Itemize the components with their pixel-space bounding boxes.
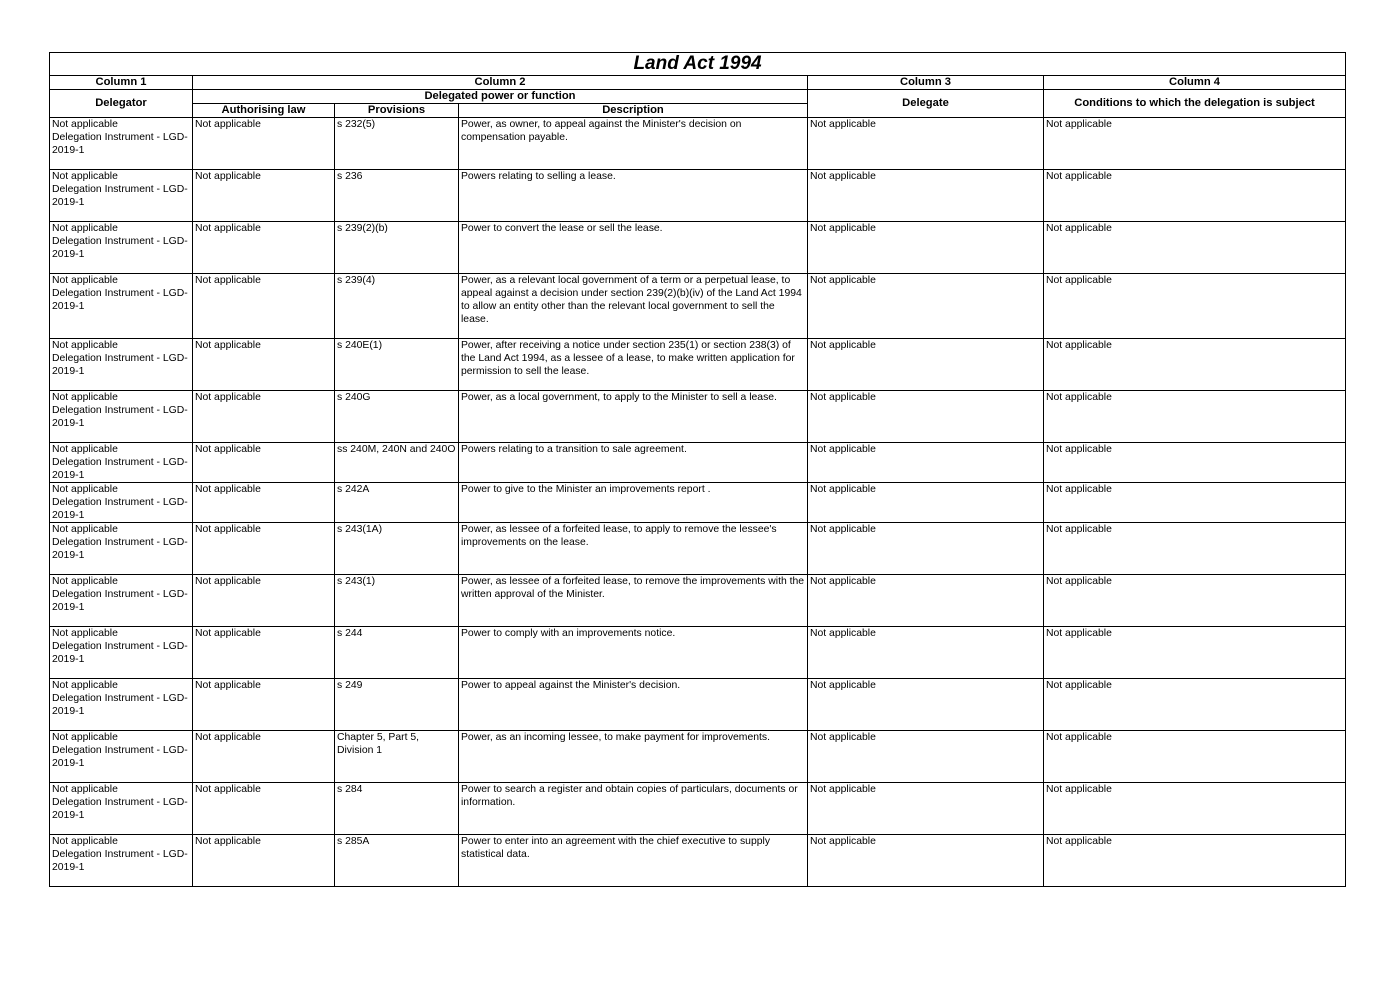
provisions-cell: ss 240M, 240N and 240O [335,443,459,483]
delegator-cell: Not applicable Delegation Instrument - LGD-2019-1 [50,170,193,222]
description-cell: Power, as an incoming lessee, to make payment for improvements. [459,731,808,783]
delegate-cell: Not applicable [808,391,1044,443]
conditions-cell: Not applicable [1044,391,1346,443]
authorising-law-cell: Not applicable [193,118,335,170]
provisions-cell: s 284 [335,783,459,835]
delegator-header: Delegator [50,90,193,118]
description-cell: Power to convert the lease or sell the lease. [459,222,808,274]
authorising-law-cell: Not applicable [193,339,335,391]
delegator-cell: Not applicable Delegation Instrument - LGD-2019-1 [50,443,193,483]
conditions-cell: Not applicable [1044,523,1346,575]
table-row [50,783,1346,835]
delegate-cell: Not applicable [808,170,1044,222]
description-cell: Power to appeal against the Minister's decision. [459,679,808,731]
table-row [50,679,1346,731]
authorising-law-cell: Not applicable [193,835,335,887]
provisions-cell: s 285A [335,835,459,887]
conditions-header: Conditions to which the delegation is subject [1044,90,1346,118]
authorising-law-cell: Not applicable [193,391,335,443]
delegator-cell: Not applicable Delegation Instrument - LGD-2019-1 [50,523,193,575]
authorising-law-cell: Not applicable [193,274,335,339]
table-row [50,835,1346,887]
delegator-cell: Not applicable Delegation Instrument - LGD-2019-1 [50,575,193,627]
provisions-header: Provisions [335,104,459,118]
conditions-cell: Not applicable [1044,339,1346,391]
conditions-cell: Not applicable [1044,783,1346,835]
description-cell: Power to give to the Minister an improvements report . [459,483,808,523]
table-row [50,731,1346,783]
table-row [50,222,1346,274]
description-cell: Powers relating to selling a lease. [459,170,808,222]
delegate-cell: Not applicable [808,483,1044,523]
description-cell: Power, as a local government, to apply to the Minister to sell a lease. [459,391,808,443]
provisions-cell: s 249 [335,679,459,731]
delegate-cell: Not applicable [808,523,1044,575]
column-2-header: Column 2 [193,76,808,90]
authorising-law-header: Authorising law [193,104,335,118]
authorising-law-cell: Not applicable [193,443,335,483]
authorising-law-cell: Not applicable [193,523,335,575]
provisions-cell: s 244 [335,627,459,679]
description-cell: Power, as owner, to appeal against the Minister's decision on compensation payable. [459,118,808,170]
delegator-cell: Not applicable Delegation Instrument - LGD-2019-1 [50,339,193,391]
table-body [50,118,1346,887]
table-row [50,118,1346,170]
delegate-cell: Not applicable [808,274,1044,339]
conditions-cell: Not applicable [1044,575,1346,627]
delegate-cell: Not applicable [808,679,1044,731]
table-row [50,274,1346,339]
conditions-cell: Not applicable [1044,679,1346,731]
delegator-cell: Not applicable Delegation Instrument - LGD-2019-1 [50,835,193,887]
table-row [50,339,1346,391]
provisions-cell: s 232(5) [335,118,459,170]
table-row [50,443,1346,483]
description-cell: Power to enter into an agreement with the chief executive to supply statistical data. [459,835,808,887]
conditions-cell: Not applicable [1044,483,1346,523]
description-cell: Powers relating to a transition to sale agreement. [459,443,808,483]
conditions-cell: Not applicable [1044,274,1346,339]
conditions-cell: Not applicable [1044,835,1346,887]
description-cell: Power, as a relevant local government of a term or a perpetual lease, to appeal against a decision under section 239(2)(b)(iv) of the Land Act 1994 to allow an entity other than the relevant local government to sell the lease. [459,274,808,339]
conditions-cell: Not applicable [1044,443,1346,483]
authorising-law-cell: Not applicable [193,783,335,835]
delegate-cell: Not applicable [808,118,1044,170]
document-title: Land Act 1994 [50,53,1346,76]
provisions-cell: s 240G [335,391,459,443]
column-4-header: Column 4 [1044,76,1346,90]
description-header: Description [459,104,808,118]
delegator-cell: Not applicable Delegation Instrument - LGD-2019-1 [50,483,193,523]
description-cell: Power, as lessee of a forfeited lease, to remove the improvements with the written approval of the Minister. [459,575,808,627]
delegator-cell: Not applicable Delegation Instrument - LGD-2019-1 [50,679,193,731]
provisions-cell: s 242A [335,483,459,523]
table-row [50,391,1346,443]
delegated-power-header: Delegated power or function [193,90,808,104]
provisions-cell: s 239(2)(b) [335,222,459,274]
authorising-law-cell: Not applicable [193,731,335,783]
delegator-cell: Not applicable Delegation Instrument - LGD-2019-1 [50,731,193,783]
provisions-cell: s 243(1A) [335,523,459,575]
column-3-header: Column 3 [808,76,1044,90]
authorising-law-cell: Not applicable [193,483,335,523]
description-cell: Power, after receiving a notice under section 235(1) or section 238(3) of the Land Act 1994, as a lessee of a lease, to make written application for permission to sell the lease. [459,339,808,391]
delegate-cell: Not applicable [808,835,1044,887]
authorising-law-cell: Not applicable [193,170,335,222]
delegate-cell: Not applicable [808,443,1044,483]
conditions-cell: Not applicable [1044,118,1346,170]
conditions-cell: Not applicable [1044,222,1346,274]
delegate-cell: Not applicable [808,627,1044,679]
conditions-cell: Not applicable [1044,627,1346,679]
authorising-law-cell: Not applicable [193,575,335,627]
provisions-cell: s 243(1) [335,575,459,627]
conditions-cell: Not applicable [1044,731,1346,783]
table-row [50,575,1346,627]
delegator-cell: Not applicable Delegation Instrument - LGD-2019-1 [50,118,193,170]
delegator-cell: Not applicable Delegation Instrument - LGD-2019-1 [50,222,193,274]
delegation-table [49,52,1346,887]
column-1-header: Column 1 [50,76,193,90]
delegate-cell: Not applicable [808,222,1044,274]
table-row [50,170,1346,222]
delegate-header: Delegate [808,90,1044,118]
delegate-cell: Not applicable [808,575,1044,627]
authorising-law-cell: Not applicable [193,222,335,274]
delegate-cell: Not applicable [808,731,1044,783]
delegator-cell: Not applicable Delegation Instrument - LGD-2019-1 [50,274,193,339]
delegator-cell: Not applicable Delegation Instrument - LGD-2019-1 [50,783,193,835]
table-row [50,483,1346,523]
authorising-law-cell: Not applicable [193,679,335,731]
provisions-cell: s 236 [335,170,459,222]
authorising-law-cell: Not applicable [193,627,335,679]
description-cell: Power to comply with an improvements notice. [459,627,808,679]
description-cell: Power to search a register and obtain copies of particulars, documents or information. [459,783,808,835]
delegator-cell: Not applicable Delegation Instrument - LGD-2019-1 [50,391,193,443]
provisions-cell: s 240E(1) [335,339,459,391]
table-row [50,523,1346,575]
conditions-cell: Not applicable [1044,170,1346,222]
delegator-cell: Not applicable Delegation Instrument - LGD-2019-1 [50,627,193,679]
delegate-cell: Not applicable [808,339,1044,391]
provisions-cell: Chapter 5, Part 5, Division 1 [335,731,459,783]
delegate-cell: Not applicable [808,783,1044,835]
table-row [50,627,1346,679]
description-cell: Power, as lessee of a forfeited lease, to apply to remove the lessee's improvements on the lease. [459,523,808,575]
provisions-cell: s 239(4) [335,274,459,339]
